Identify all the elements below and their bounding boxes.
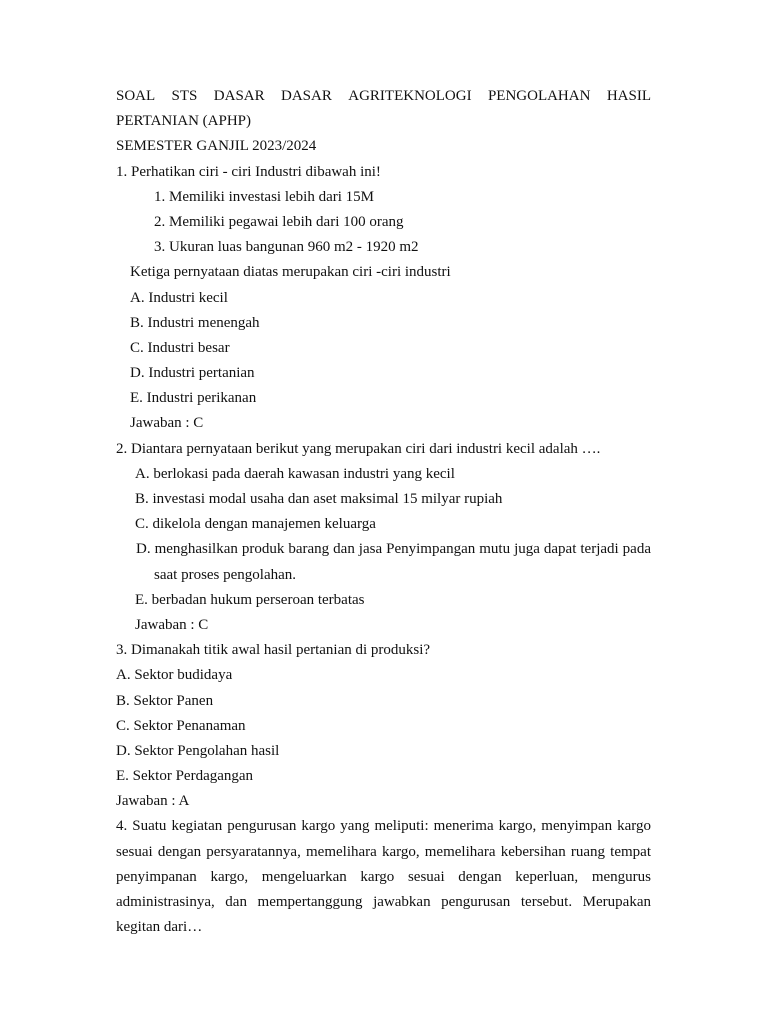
q2-option-d: D. menghasilkan produk barang dan jasa Penyimpangan mutu juga dapat terjadi pada saat proses pengolahan. <box>136 541 651 583</box>
q3-option-e: E. Sektor Perdagangan <box>116 768 254 785</box>
q2-answer: Jawaban : C <box>135 616 209 633</box>
document-title-line-2: PERTANIAN (APHP) <box>116 113 251 130</box>
q3-option-b: B. Sektor Panen <box>116 692 214 709</box>
q3-option-c: C. Sektor Penanaman <box>116 717 246 734</box>
q1-criteria-item: 3. Ukuran luas bangunan 960 m2 - 1920 m2 <box>154 239 419 256</box>
question-3: 3. Dimanakah titik awal hasil pertanian di produksi? <box>116 642 431 659</box>
q2-option-c: C. dikelola dengan manajemen keluarga <box>135 516 376 533</box>
q1-option-a: A. Industri kecil <box>130 289 228 306</box>
title-word: AGRITEKNOLOGI <box>348 88 472 104</box>
q3-option-d: D. Sektor Pengolahan hasil <box>116 742 280 759</box>
document-title-line-1 <box>116 84 651 109</box>
q2-option-e: E. berbadan hukum perseroan terbatas <box>135 591 365 608</box>
q3-answer: Jawaban : A <box>116 793 190 810</box>
title-word: SOAL <box>116 88 156 104</box>
title-word: DASAR <box>213 88 265 104</box>
title-word: DASAR <box>281 88 332 104</box>
title-word: HASIL <box>606 88 651 104</box>
question-4: 4. Suatu kegiatan pengurusan kargo yang meliputi: menerima kargo, menyimpan kargo sesuai dengan persyaratannya, memelihara kargo, memelihara kebersihan ruang tempat penyimpanan kargo, mengeluarkan kargo sesuai dengan keperluan, mengurus administrasinya, dan mempertanggung jawabkan pengurusan tersebut. Merupakan kegitan dari… <box>116 818 651 936</box>
q1-option-e: E. Industri perikanan <box>130 390 257 407</box>
question-2: 2. Diantara pernyataan berikut yang merupakan ciri dari industri kecil adalah …. <box>116 440 601 457</box>
q1-criteria-item: 1. Memiliki investasi lebih dari 15M <box>154 188 374 205</box>
title-word: PENGOLAHAN <box>487 88 591 104</box>
title-word: STS <box>171 88 198 104</box>
q1-answer: Jawaban : C <box>130 415 204 432</box>
question-1: 1. Perhatikan ciri - ciri Industri dibawah ini! <box>116 163 381 180</box>
q1-criteria-item: 2. Memiliki pegawai lebih dari 100 orang <box>154 213 404 230</box>
q2-option-b: B. investasi modal usaha dan aset maksimal 15 milyar rupiah <box>135 491 503 507</box>
q2-option-a: A. berlokasi pada daerah kawasan industri yang kecil <box>135 465 455 482</box>
q1-option-c: C. Industri besar <box>130 339 230 356</box>
document-page <box>116 84 651 940</box>
q3-option-a: A. Sektor budidaya <box>116 667 233 684</box>
q1-option-b: B. Industri menengah <box>130 314 260 331</box>
q1-option-d: D. Industri pertanian <box>130 365 255 382</box>
semester-label: SEMESTER GANJIL 2023/2024 <box>116 138 317 155</box>
q1-stem: Ketiga pernyataan diatas merupakan ciri -ciri industri <box>130 264 451 281</box>
